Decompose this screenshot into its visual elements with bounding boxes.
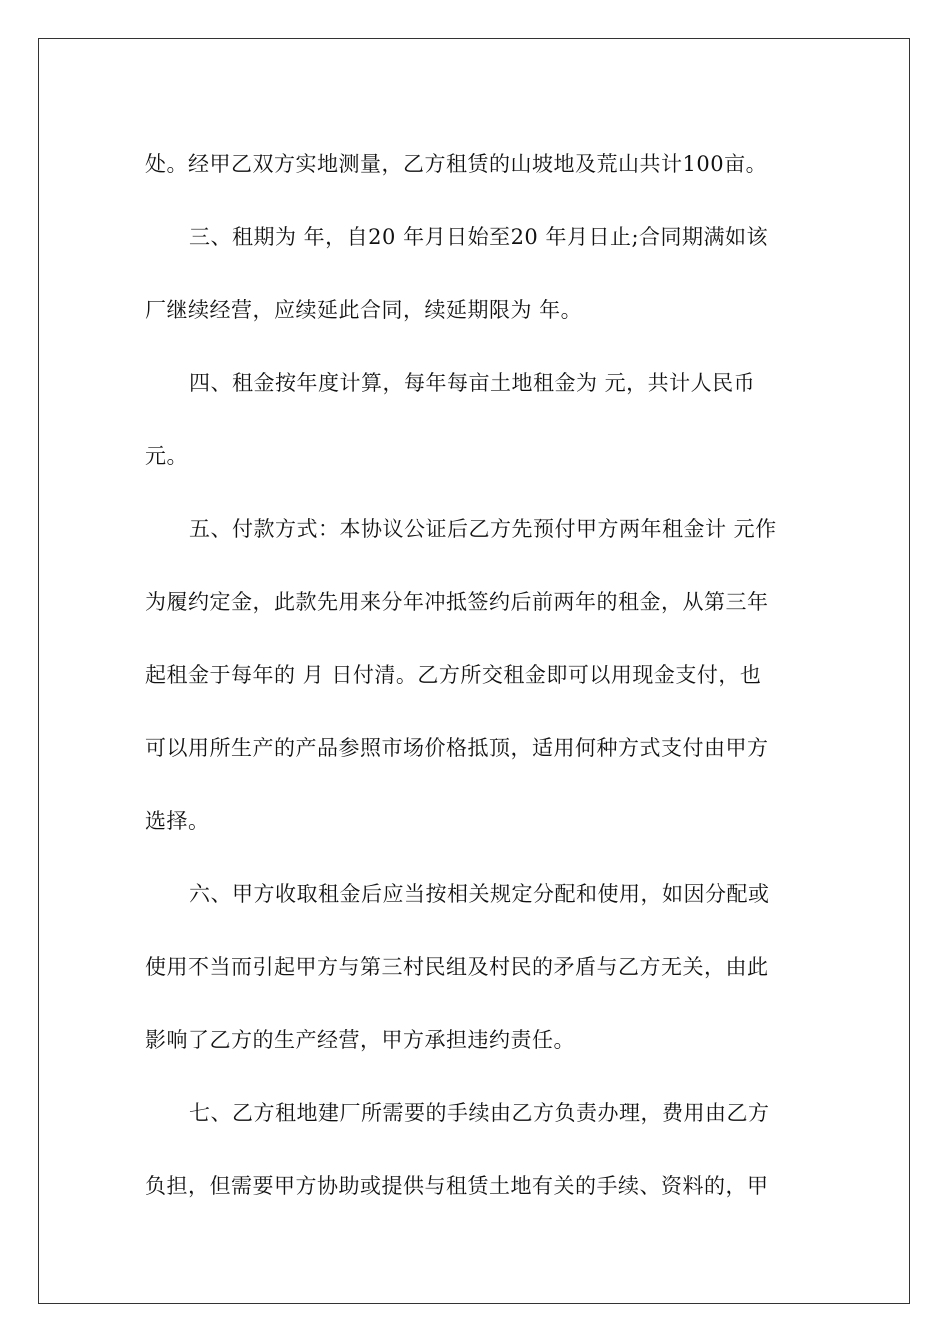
text-line: 使用不当而引起甲方与第三村民组及村民的矛盾与乙方无关，由此 bbox=[145, 955, 769, 979]
text-line: 厂继续经营，应续延此合同，续延期限为 年。 bbox=[145, 298, 583, 322]
document-body bbox=[145, 128, 805, 1223]
text-line: 影响了乙方的生产经营，甲方承担违约责任。 bbox=[145, 1028, 575, 1052]
text-line: 选择。 bbox=[145, 809, 210, 833]
text-line: 为履约定金，此款先用来分年冲抵签约后前两年的租金，从第三年 bbox=[145, 590, 769, 614]
text-line: 五、付款方式：本协议公证后乙方先预付甲方两年租金计 元作 bbox=[189, 517, 777, 541]
text-line: 起租金于每年的 月 日付清。乙方所交租金即可以用现金支付，也 bbox=[145, 663, 762, 687]
text-line: 元。 bbox=[145, 444, 188, 468]
text-line: 可以用所生产的产品参照市场价格抵顶，适用何种方式支付由甲方 bbox=[145, 736, 769, 760]
text-line: 处。经甲乙双方实地测量，乙方租赁的山坡地及荒山共计100亩。 bbox=[145, 152, 768, 176]
text-line: 七、乙方租地建厂所需要的手续由乙方负责办理，费用由乙方 bbox=[189, 1101, 770, 1125]
text-line: 三、租期为 年，自20 年月日始至20 年月日止;合同期满如该 bbox=[189, 225, 769, 249]
text-line: 六、甲方收取租金后应当按相关规定分配和使用，如因分配或 bbox=[189, 882, 770, 906]
text-line: 负担，但需要甲方协助或提供与租赁土地有关的手续、资料的，甲 bbox=[145, 1174, 769, 1198]
text-line: 四、租金按年度计算，每年每亩土地租金为 元，共计人民币 bbox=[189, 371, 756, 395]
